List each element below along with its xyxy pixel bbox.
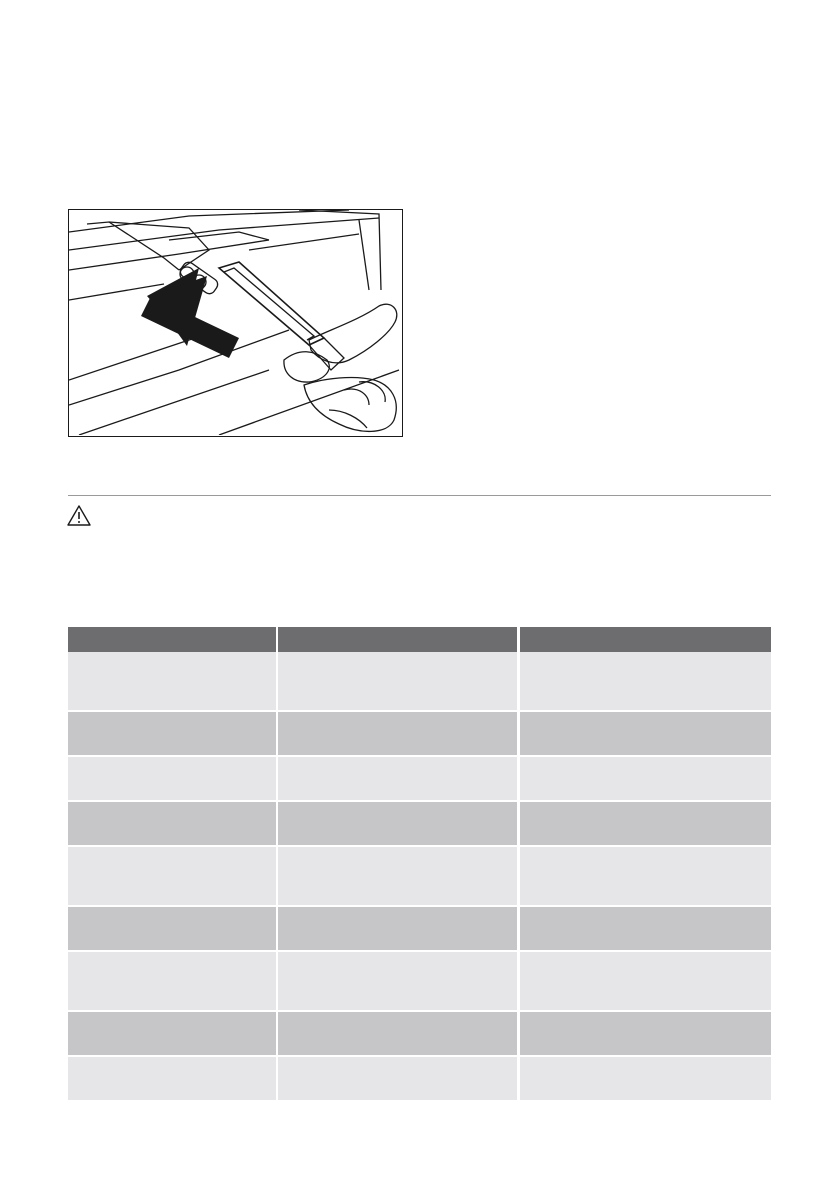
table-row — [68, 712, 771, 755]
table-header-cell — [520, 627, 771, 652]
table-cell — [520, 652, 771, 710]
table-header-row — [68, 627, 771, 652]
table-cell — [68, 907, 276, 950]
table-cell — [278, 1012, 517, 1055]
table-cell — [68, 952, 276, 1010]
oven-lamp-illustration — [68, 209, 403, 437]
table-row — [68, 952, 771, 1010]
table-cell — [520, 907, 771, 950]
table-cell — [520, 757, 771, 800]
table-row — [68, 802, 771, 845]
table-cell — [278, 847, 517, 905]
table-cell — [68, 802, 276, 845]
table-cell — [520, 802, 771, 845]
warning-divider — [68, 495, 771, 496]
table-cell — [68, 652, 276, 710]
push-arrow-icon — [141, 268, 239, 358]
table-cell — [68, 712, 276, 755]
table-row — [68, 652, 771, 710]
table-cell — [278, 907, 517, 950]
table-cell — [68, 1057, 276, 1100]
table-cell — [278, 952, 517, 1010]
table-row — [68, 1057, 771, 1100]
table-cell — [68, 1012, 276, 1055]
warning-triangle-icon — [66, 504, 92, 528]
table-cell — [278, 757, 517, 800]
table-cell — [278, 652, 517, 710]
table-cell — [520, 847, 771, 905]
table-cell — [68, 847, 276, 905]
table-cell — [520, 1057, 771, 1100]
table-cell — [520, 1012, 771, 1055]
table-cell — [520, 952, 771, 1010]
table-cell — [520, 712, 771, 755]
lamp-cover-icon — [178, 260, 344, 370]
table-cell — [278, 1057, 517, 1100]
table-row — [68, 847, 771, 905]
table-header-cell — [278, 627, 517, 652]
table-cell — [68, 757, 276, 800]
table-cell — [278, 712, 517, 755]
table-row — [68, 757, 771, 800]
table-row — [68, 1012, 771, 1055]
table-cell — [278, 802, 517, 845]
data-table — [68, 627, 771, 1100]
table-header-cell — [68, 627, 276, 652]
table-row — [68, 907, 771, 950]
hand-icon — [284, 304, 397, 431]
